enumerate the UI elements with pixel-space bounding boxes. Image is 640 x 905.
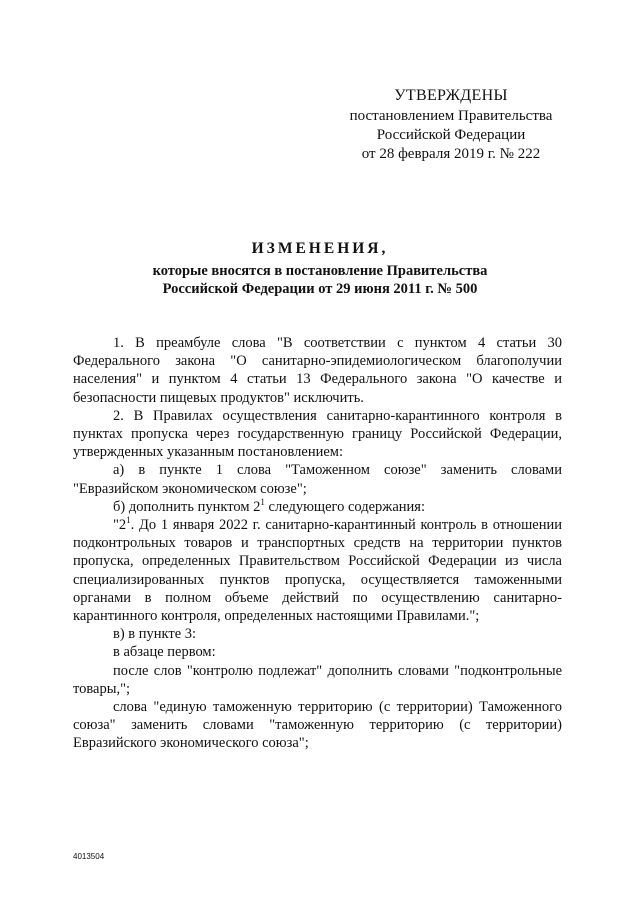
paragraph-7: в абзаце первом: <box>113 644 216 661</box>
paragraph-5 <box>73 516 562 625</box>
paragraph-4 <box>73 498 562 516</box>
document-title: ИЗМЕНЕНИЯ, <box>251 240 389 257</box>
subtitle-line-1: которые вносятся в постановление Правительства <box>152 263 488 279</box>
paragraph-3: а) в пункте 1 слова "Таможенном союзе" заменить словами "Евразийском экономическом союзе"; <box>73 462 562 497</box>
paragraph-4-text: б) дополнить пунктом 2 <box>113 498 261 515</box>
paragraph-5-text: "2 <box>113 517 127 534</box>
paragraph-9: слова "единую таможенную территорию (с территории) Таможенного союза" заменить словами "таможенную территорию (с территории) Евразийского экономического союза"; <box>73 699 562 752</box>
paragraph-1: 1. В преамбуле слова "В соответствии с пунктом 4 статьи 30 Федерального закона "О санитарно-эпидемиологическом благополучии населения" и пунктом 4 статьи 13 Федерального закона "О качестве и безопасности пищевых продуктов" исключить. <box>73 335 562 406</box>
footer-code: 4013504 <box>73 852 105 861</box>
paragraph-4-superscript: 1 <box>260 497 265 507</box>
approval-line-2: Российской Федерации <box>376 127 526 143</box>
paragraph-5-text-end: . До 1 января 2022 г. санитарно-карантинный контроль в отношении подконтрольных товаров и транспортных средств на территории пунктов пропуска, определенных Правительством Российской Федерации из числа специализированных пунктов пропуска, осуществляется таможенными органами в полном объеме действий по осуществлению санитарно-карантинного контроля, определенных настоящими Правилами."; <box>73 517 562 625</box>
paragraph-5-superscript: 1 <box>126 515 131 526</box>
subtitle-line-2: Российской Федерации от 29 июня 2011 г. № 500 <box>162 281 478 297</box>
approval-line-3: от 28 февраля 2019 г. № 222 <box>361 146 541 162</box>
document-body <box>73 334 562 753</box>
paragraph-8: после слов "контролю подлежат" дополнить словами "подконтрольные товары,"; <box>73 662 562 697</box>
document-subtitle <box>120 262 520 298</box>
paragraph-4-text-end: следующего содержания: <box>264 498 425 515</box>
approval-heading: УТВЕРЖДЕНЫ <box>394 87 508 104</box>
paragraph-2: 2. В Правилах осуществления санитарно-карантинного контроля в пунктах пропуска через государственную границу Российской Федерации, утвержденных указанным постановлением: <box>73 407 562 461</box>
approval-block <box>340 86 562 164</box>
paragraph-6: в) в пункте 3: <box>113 626 197 643</box>
approval-line-1: постановлением Правительства <box>349 108 553 124</box>
